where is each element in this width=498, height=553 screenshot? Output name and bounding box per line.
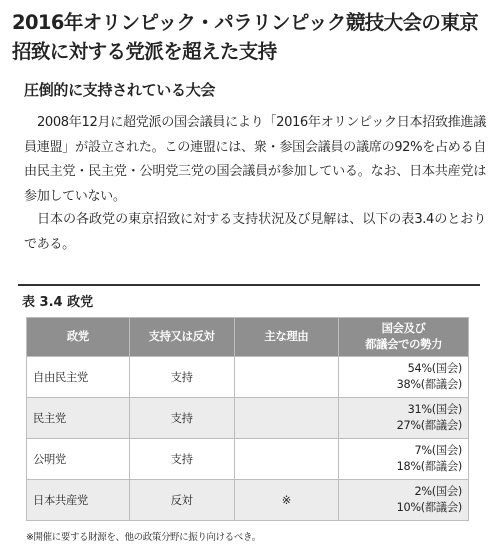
strength-cell xyxy=(339,480,469,521)
metro-share: 27%(都議会) xyxy=(396,419,462,432)
national-share: 31%(国会) xyxy=(407,403,462,416)
party-cell: 日本共産党 xyxy=(27,480,130,521)
metro-share: 38%(都議会) xyxy=(396,378,462,391)
strength-cell xyxy=(339,398,469,439)
header-reason: 主な理由 xyxy=(234,318,339,357)
stance-cell: 支持 xyxy=(129,357,234,398)
table-top-rule xyxy=(18,284,480,286)
party-cell: 自由民主党 xyxy=(27,357,130,398)
national-share: 7%(国会) xyxy=(414,444,462,457)
strength-cell xyxy=(339,439,469,480)
stance-cell: 反対 xyxy=(129,480,234,521)
header-stance: 支持又は反対 xyxy=(129,318,234,357)
metro-share: 10%(都議会) xyxy=(396,501,462,514)
strength-cell xyxy=(339,357,469,398)
national-share: 54%(国会) xyxy=(407,362,462,375)
header-strength-line1: 国会及び xyxy=(381,322,426,335)
table-row xyxy=(27,439,469,480)
table-header-row xyxy=(27,318,469,357)
header-strength-line2: 都議会での勢力 xyxy=(365,338,443,351)
section-heading: 圧倒的に支持されている大会 xyxy=(24,81,216,99)
national-share: 2%(国会) xyxy=(414,485,462,498)
reason-cell xyxy=(234,439,339,480)
table-row xyxy=(27,480,469,521)
stance-cell: 支持 xyxy=(129,398,234,439)
paragraph-2: 日本の各政党の東京招致に対する支持状況及び見解は、以下の表3.4のとおりである。 xyxy=(24,212,486,252)
reason-cell: ※ xyxy=(234,480,339,521)
party-table xyxy=(26,317,469,521)
table-row xyxy=(27,357,469,398)
metro-share: 18%(都議会) xyxy=(396,460,462,473)
reason-cell xyxy=(234,357,339,398)
party-cell: 公明党 xyxy=(27,439,130,480)
stance-cell: 支持 xyxy=(129,439,234,480)
paragraph-1: 2008年12月に超党派の国会議員により「2016年オリンピック日本招致推進議員連盟」が設立された。この連盟には、衆・参国会議員の議席の92%を占める自由民主党・民主党・公明党三党の国会議員が参加している。なお、日本共産党は参加していない。 xyxy=(24,115,486,204)
header-party: 政党 xyxy=(27,318,130,357)
header-strength xyxy=(339,318,469,357)
party-cell: 民主党 xyxy=(27,398,130,439)
page-title: 2016年オリンピック・パラリンピック競技大会の東京招致に対する党派を超えた支持 xyxy=(12,11,479,63)
table-footnote: ※開催に要する財源を、他の政策分野に振り向けるべき。 xyxy=(26,532,261,543)
reason-cell xyxy=(234,398,339,439)
table-caption: 表 3.4 政党 xyxy=(22,295,94,310)
table-row xyxy=(27,398,469,439)
